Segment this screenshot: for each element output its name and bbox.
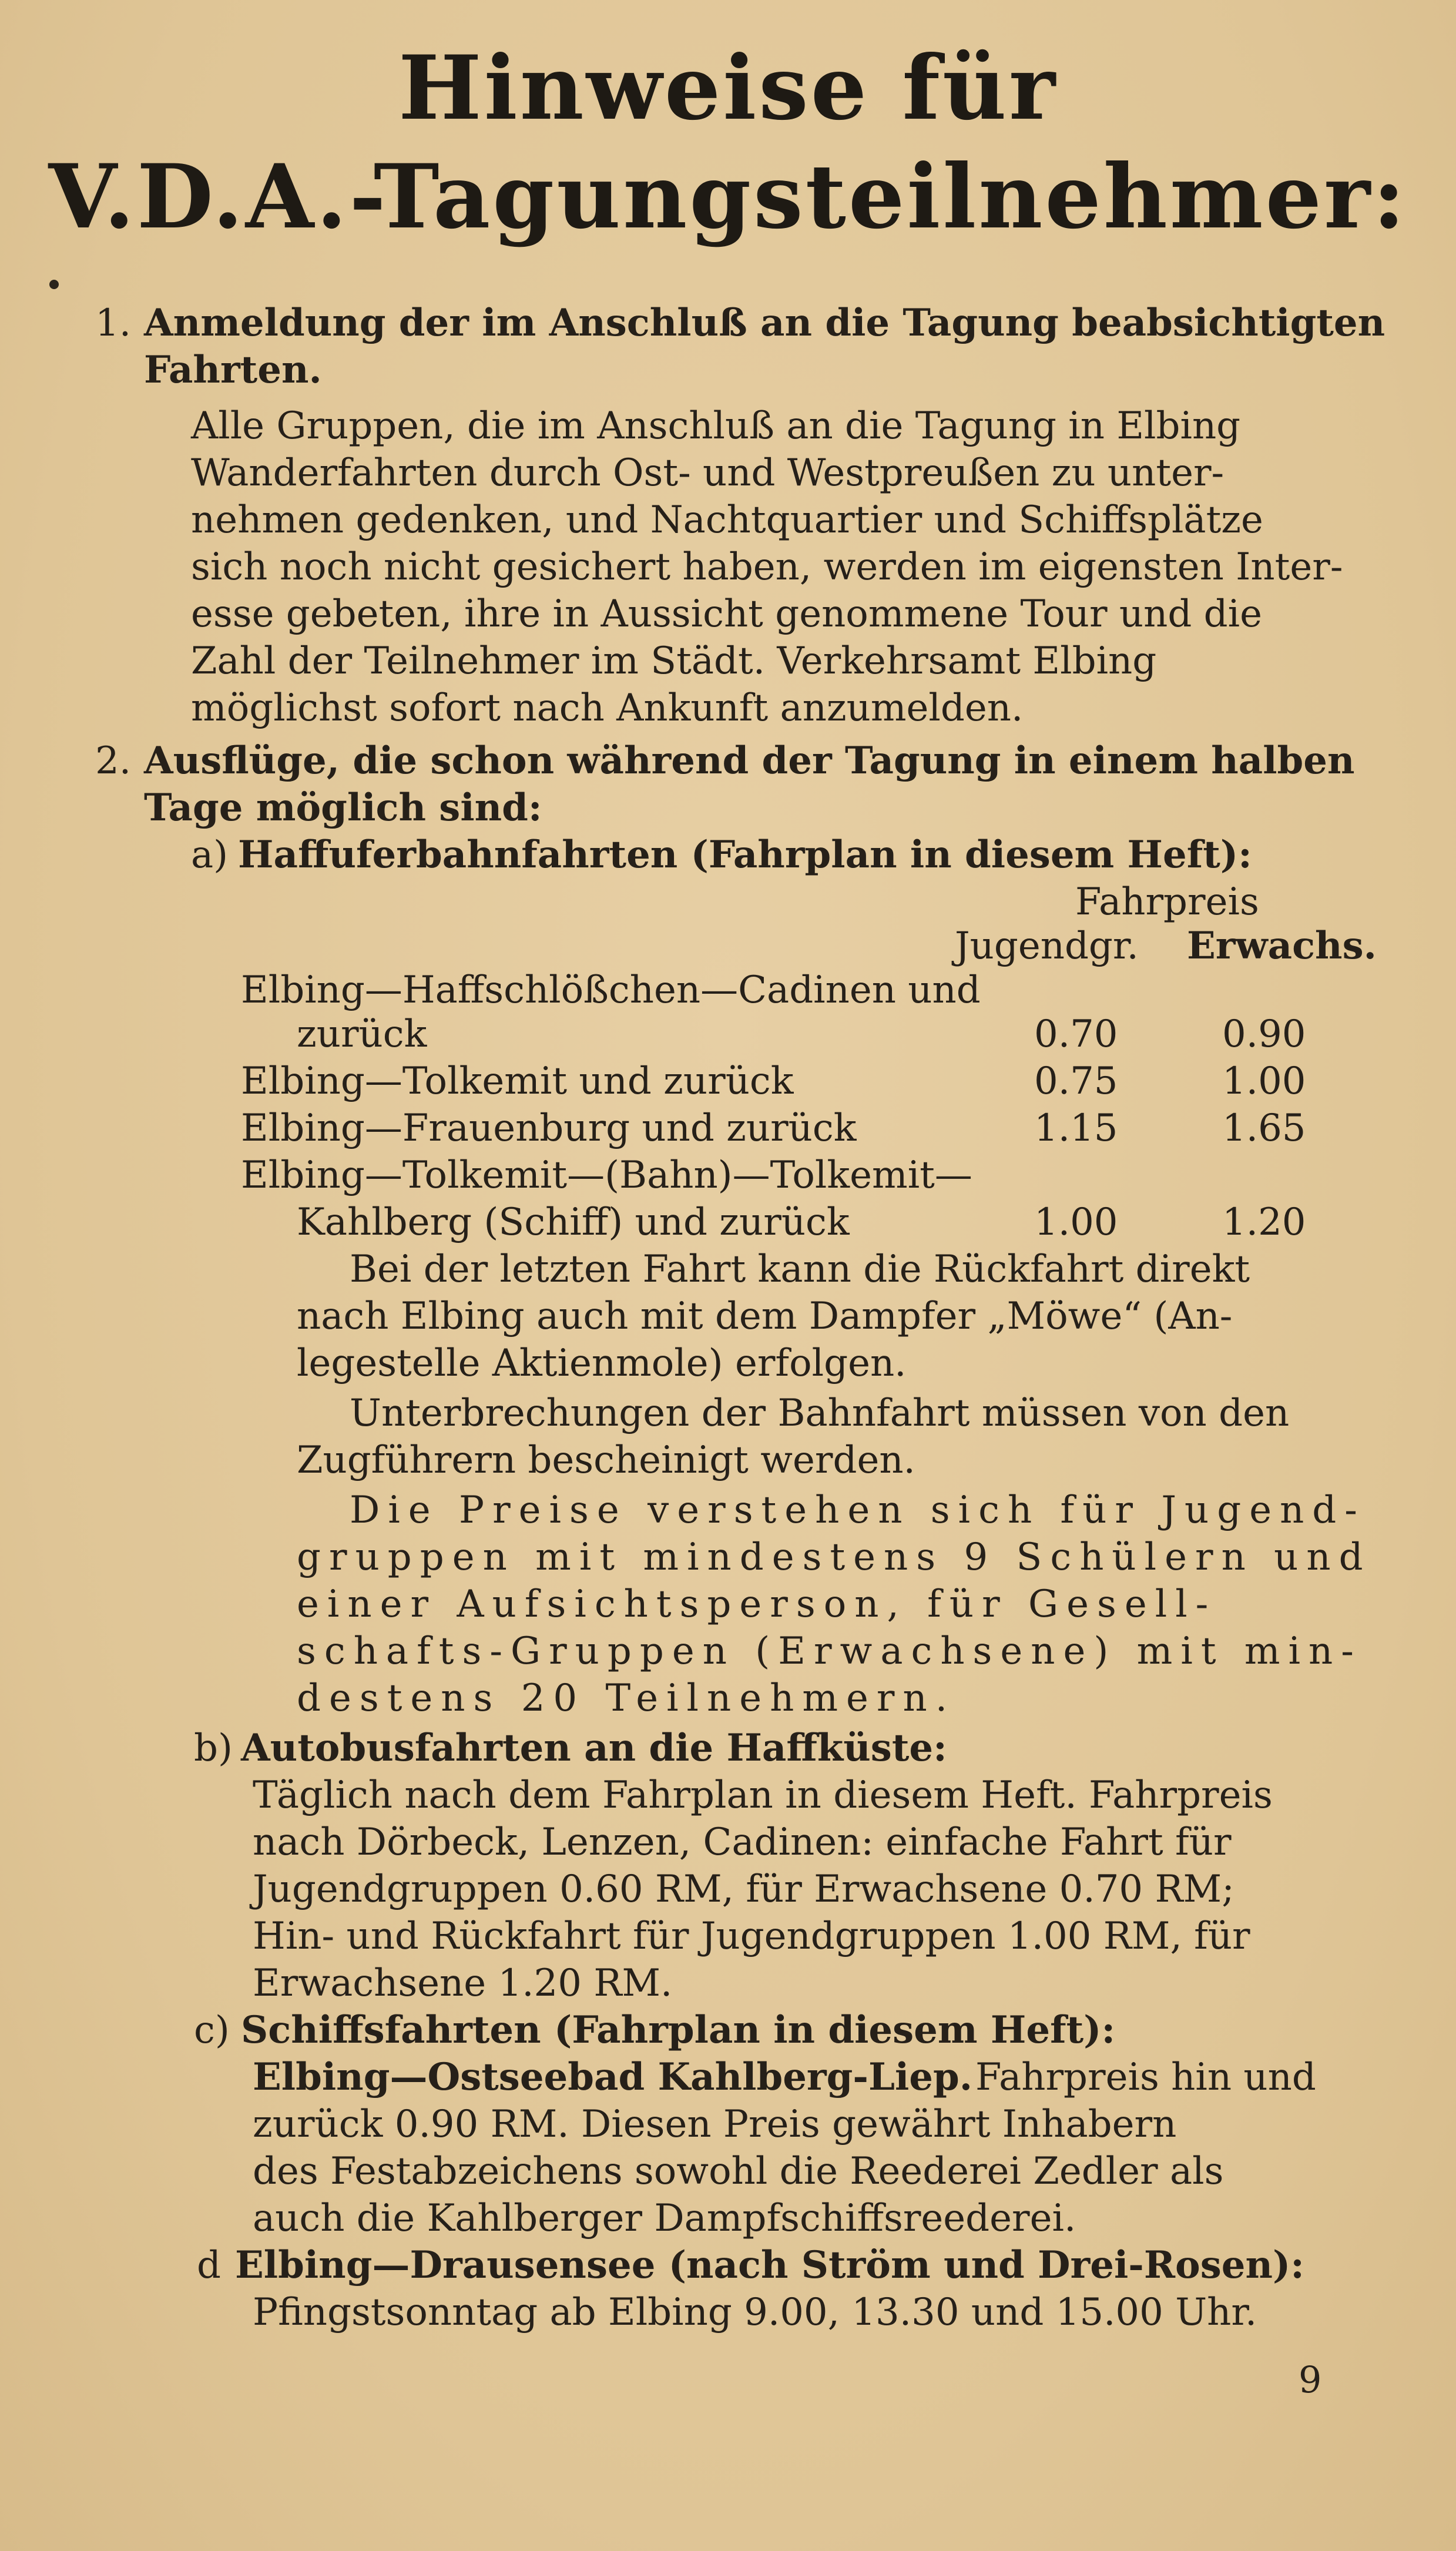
subsection-c-text-line: zurück 0.90 RM. Diesen Preis gewährt Inhabern <box>253 2103 1177 2146</box>
subsection-b-text-line: nach Dörbeck, Lenzen, Cadinen: einfache Fahrt für <box>253 1821 1232 1864</box>
note-line: Bei der letzten Fahrt kann die Rückfahrt direkt <box>350 1248 1250 1291</box>
adult-column-header: Erwachs. <box>1187 924 1377 968</box>
fare-table-youth-price: 0.75 <box>1034 1060 1118 1103</box>
section-1-heading: Anmeldung der im Anschluß an die Tagung beabsichtigten <box>144 301 1385 345</box>
page-title-line-1: Hinweise für <box>398 36 1058 140</box>
page-number: 9 <box>1299 2358 1322 2401</box>
fare-table-adult-price: 0.90 <box>1222 1013 1306 1056</box>
subsection-d-label: d <box>197 2244 221 2287</box>
note-line: destens 20 Teilnehmern. <box>297 1677 956 1720</box>
subsection-c-label: c) <box>194 2009 230 2052</box>
section-1-number: 1. <box>95 301 132 345</box>
section-1-text-line: nehmen gedenken, und Nachtquartier und Schiffsplätze <box>191 498 1263 542</box>
fare-table-route: Kahlberg (Schiff) und zurück <box>297 1201 850 1244</box>
page-title-line-2: V.D.A.-Tagungsteilnehmer: <box>48 145 1408 249</box>
fare-table-adult-price: 1.00 <box>1222 1060 1306 1103</box>
section-1-text-line: Zahl der Teilnehmer im Städt. Verkehrsamt Elbing <box>191 639 1157 683</box>
subsection-b-heading: Autobusfahrten an die Haffküste: <box>241 1726 947 1770</box>
fare-table-youth-price: 1.15 <box>1034 1107 1118 1150</box>
section-1-text-line: Wanderfahrten durch Ost- und Westpreußen zu unter- <box>191 451 1224 495</box>
section-1-text-line: sich noch nicht gesichert haben, werden im eigensten Inter- <box>191 545 1343 589</box>
section-2-heading-cont: Tage möglich sind: <box>144 786 542 830</box>
fare-table-adult-price: 1.65 <box>1222 1107 1306 1150</box>
subsection-b-text-line: Jugendgruppen 0.60 RM, für Erwachsene 0.70 RM; <box>253 1868 1234 1911</box>
bullet-dot <box>49 280 59 289</box>
section-1-text-line: Alle Gruppen, die im Anschluß an die Tagung in Elbing <box>191 404 1241 448</box>
subsection-d-text-line: Pfingstsonntag ab Elbing 9.00, 13.30 und 15.00 Uhr. <box>253 2291 1257 2334</box>
section-2-heading: Ausflüge, die schon während der Tagung in einem halben <box>144 739 1355 783</box>
note-line: Zugführern bescheinigt werden. <box>297 1439 915 1482</box>
note-line: schafts-Gruppen (Erwachsene) mit min- <box>297 1630 1362 1673</box>
subsection-a-label: a) <box>191 833 229 877</box>
subsection-a-heading: Haffuferbahnfahrten (Fahrplan in diesem Heft): <box>238 833 1252 877</box>
subsection-b-text-line: Täglich nach dem Fahrplan in diesem Heft. Fahrpreis <box>253 1774 1273 1817</box>
fare-table-adult-price: 1.20 <box>1222 1201 1306 1244</box>
fare-table-youth-price: 0.70 <box>1034 1013 1118 1056</box>
fare-table-youth-price: 1.00 <box>1034 1201 1118 1244</box>
note-line: legestelle Aktienmole) erfolgen. <box>297 1342 907 1385</box>
subsection-c-text-line: Fahrpreis hin und <box>975 2056 1316 2099</box>
section-1-text-line: esse gebeten, ihre in Aussicht genommene Tour und die <box>191 592 1262 636</box>
note-line: Unterbrechungen der Bahnfahrt müssen von den <box>350 1392 1290 1435</box>
subsection-c-heading: Schiffsfahrten (Fahrplan in diesem Heft): <box>241 2008 1116 2052</box>
note-line: einer Aufsichtsperson, für Gesell- <box>297 1583 1217 1626</box>
section-1-text-line: möglichst sofort nach Ankunft anzumelden. <box>191 686 1024 730</box>
subsection-c-text-line: des Festabzeichens sowohl die Reederei Zedler als <box>253 2150 1224 2193</box>
subsection-b-text-line: Hin- und Rückfahrt für Jugendgruppen 1.00 RM, für <box>253 1915 1250 1958</box>
section-2-number: 2. <box>95 739 132 783</box>
youth-column-header: Jugendgr. <box>955 924 1139 968</box>
fare-table-route: Elbing—Haffschlößchen—Cadinen und <box>241 968 981 1012</box>
note-line: Die Preise verstehen sich für Jugend- <box>350 1489 1366 1532</box>
subsection-d-heading: Elbing—Drausensee (nach Ström und Drei-Rosen): <box>235 2243 1304 2287</box>
fare-table-route: zurück <box>297 1013 427 1056</box>
fare-table-route: Elbing—Tolkemit—(Bahn)—Tolkemit— <box>241 1154 972 1197</box>
subsection-c-route: Elbing—Ostseebad Kahlberg-Liep. <box>253 2055 972 2099</box>
note-line: nach Elbing auch mit dem Dampfer „Möwe“ (An- <box>297 1295 1233 1338</box>
fare-column-header: Fahrpreis <box>1075 880 1259 924</box>
fare-table-route: Elbing—Frauenburg und zurück <box>241 1107 857 1150</box>
section-1-heading-cont: Fahrten. <box>144 348 322 392</box>
fare-table-route: Elbing—Tolkemit und zurück <box>241 1060 794 1103</box>
subsection-b-label: b) <box>194 1727 233 1770</box>
note-line: gruppen mit mindestens 9 Schülern und <box>297 1536 1371 1579</box>
subsection-c-text-line: auch die Kahlberger Dampfschiffsreederei. <box>253 2197 1076 2240</box>
subsection-b-text-line: Erwachsene 1.20 RM. <box>253 1962 673 2005</box>
